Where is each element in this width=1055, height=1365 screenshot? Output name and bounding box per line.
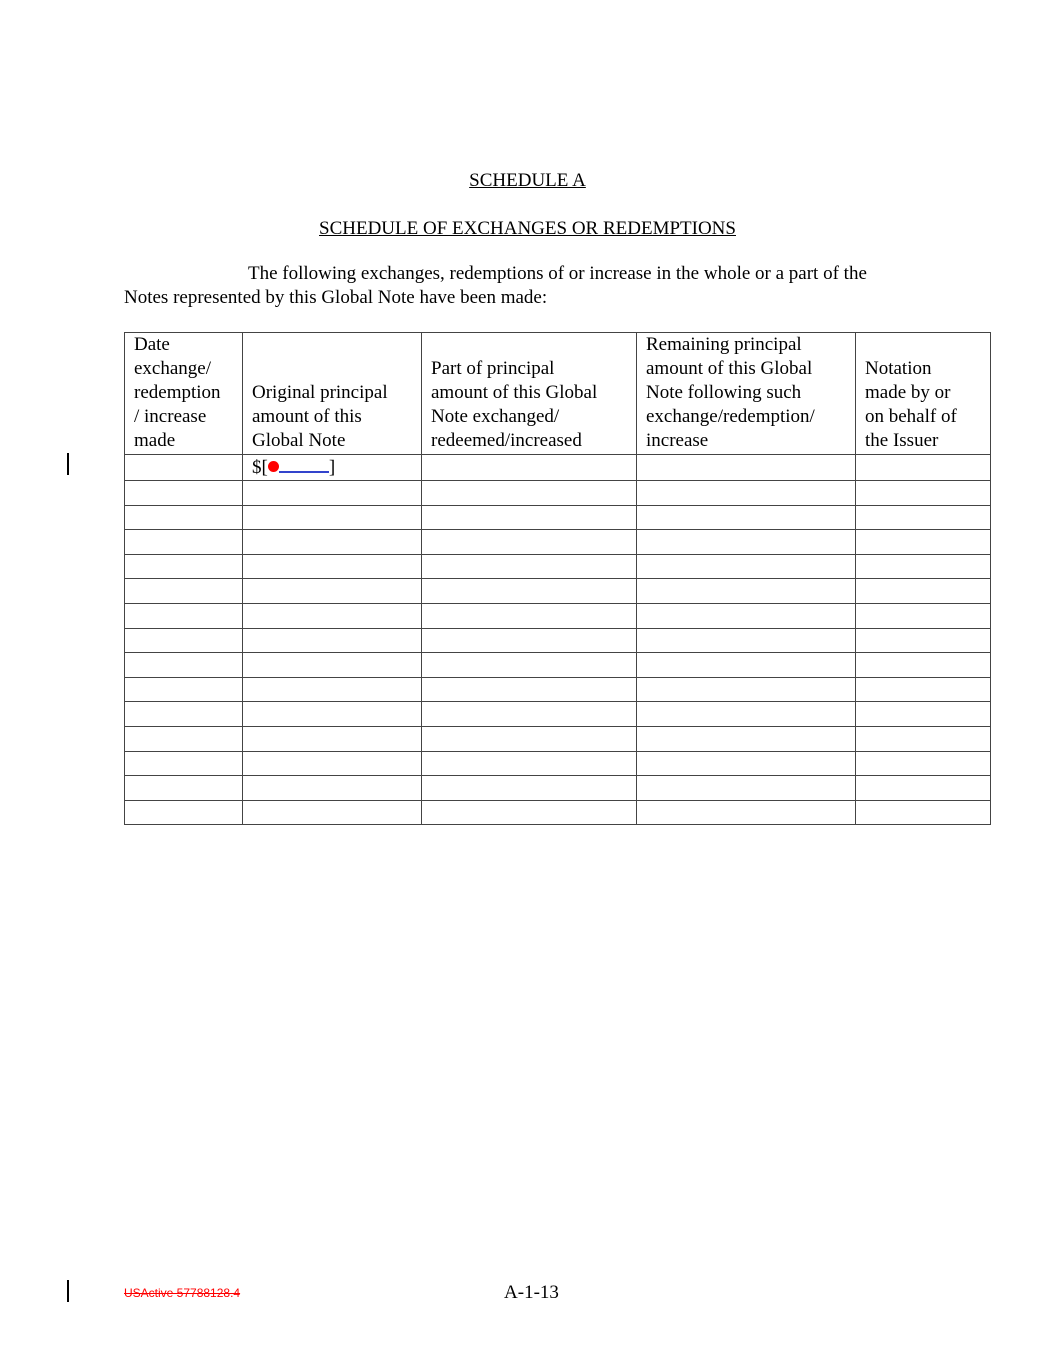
- table-cell[interactable]: [856, 603, 991, 628]
- exchanges-table: [124, 332, 991, 825]
- table-row: [125, 726, 991, 751]
- header-line: Note following such: [646, 382, 802, 403]
- header-line: Note exchanged/: [431, 406, 560, 427]
- table-cell[interactable]: [243, 751, 422, 776]
- table-row: [125, 653, 991, 678]
- table-cell[interactable]: [856, 554, 991, 579]
- table-cell[interactable]: [637, 776, 856, 801]
- table-cell[interactable]: [243, 653, 422, 678]
- table-cell[interactable]: [637, 579, 856, 604]
- table-cell[interactable]: [637, 554, 856, 579]
- table-cell[interactable]: [856, 481, 991, 506]
- table-cell[interactable]: [125, 554, 243, 579]
- table-cell[interactable]: [125, 677, 243, 702]
- header-line: redemption: [134, 382, 221, 403]
- table-cell[interactable]: [856, 726, 991, 751]
- header-line: Remaining principal: [646, 334, 802, 355]
- table-cell[interactable]: [637, 677, 856, 702]
- header-line: amount of this Global: [646, 358, 813, 379]
- header-line: increase: [646, 430, 709, 451]
- table-cell[interactable]: [422, 677, 637, 702]
- table-cell[interactable]: [422, 653, 637, 678]
- header-notation: [856, 333, 991, 455]
- table-cell[interactable]: [856, 751, 991, 776]
- header-line: Notation: [865, 358, 932, 379]
- table-cell[interactable]: [125, 628, 243, 653]
- table-cell[interactable]: [125, 481, 243, 506]
- table-cell[interactable]: [422, 579, 637, 604]
- header-line: amount of this: [252, 406, 362, 427]
- table-cell[interactable]: [637, 751, 856, 776]
- schedule-subheading: SCHEDULE OF EXCHANGES OR REDEMPTIONS: [319, 218, 736, 239]
- header-remaining-principal: [637, 333, 856, 455]
- table-cell[interactable]: [637, 455, 856, 481]
- table-cell[interactable]: [125, 579, 243, 604]
- header-line: made: [134, 430, 176, 451]
- header-date: [125, 333, 243, 455]
- schedule-heading: SCHEDULE A: [469, 170, 586, 191]
- header-part-of-principal: [422, 333, 637, 455]
- header-line: Global Note: [252, 430, 346, 451]
- intro-line-1: The following exchanges, redemptions of or increase in the whole or a part of the: [248, 263, 867, 284]
- table-cell[interactable]: [243, 530, 422, 555]
- change-bar: [67, 453, 69, 475]
- table-cell[interactable]: [856, 702, 991, 727]
- header-line: exchange/redemption/: [646, 406, 815, 427]
- table-row: [125, 579, 991, 604]
- document-id: USActive 57788128.4: [124, 1286, 241, 1300]
- table-row: [125, 455, 991, 481]
- table-cell[interactable]: [637, 653, 856, 678]
- table-cell[interactable]: [637, 702, 856, 727]
- table-cell[interactable]: [422, 481, 637, 506]
- table-cell[interactable]: [637, 481, 856, 506]
- table-cell[interactable]: [125, 505, 243, 530]
- table-cell[interactable]: [243, 677, 422, 702]
- table-cell[interactable]: [856, 653, 991, 678]
- table-cell[interactable]: [856, 628, 991, 653]
- table-cell-amount[interactable]: [243, 455, 422, 481]
- header-line: the Issuer: [865, 430, 939, 451]
- table-cell[interactable]: [125, 800, 243, 825]
- table-cell[interactable]: [856, 677, 991, 702]
- table-cell[interactable]: [243, 603, 422, 628]
- table-cell[interactable]: [637, 628, 856, 653]
- table-cell[interactable]: [243, 481, 422, 506]
- table-cell[interactable]: [856, 505, 991, 530]
- table-cell[interactable]: [637, 530, 856, 555]
- table-cell[interactable]: [422, 776, 637, 801]
- table-cell[interactable]: [422, 751, 637, 776]
- header-line: on behalf of: [865, 406, 957, 427]
- table-row: [125, 628, 991, 653]
- amount-blank[interactable]: [279, 455, 329, 473]
- table-cell[interactable]: [637, 505, 856, 530]
- table-cell[interactable]: [125, 653, 243, 678]
- table-cell[interactable]: [243, 726, 422, 751]
- page-number: A-1-13: [504, 1282, 559, 1303]
- table-cell[interactable]: [125, 751, 243, 776]
- header-line: amount of this Global: [431, 382, 598, 403]
- table-cell[interactable]: [422, 554, 637, 579]
- header-line: made by or: [865, 382, 951, 403]
- table-cell[interactable]: [422, 726, 637, 751]
- header-line: exchange/: [134, 358, 212, 379]
- table-row: [125, 800, 991, 825]
- table-cell[interactable]: [856, 530, 991, 555]
- table-row: [125, 481, 991, 506]
- header-line: / increase: [134, 406, 207, 427]
- table-cell[interactable]: [125, 603, 243, 628]
- table-row: [125, 751, 991, 776]
- redline-marker-icon: [268, 461, 279, 472]
- table-cell[interactable]: [637, 726, 856, 751]
- table-row: [125, 776, 991, 801]
- table-header-row: [125, 333, 991, 455]
- table-cell[interactable]: [125, 530, 243, 555]
- header-original-principal: [243, 333, 422, 455]
- table-cell[interactable]: [243, 800, 422, 825]
- table-cell[interactable]: [125, 776, 243, 801]
- table-cell[interactable]: [422, 800, 637, 825]
- intro-line-2: Notes represented by this Global Note have been made:: [124, 287, 548, 308]
- table-cell[interactable]: [125, 702, 243, 727]
- table-row: [125, 554, 991, 579]
- table-cell[interactable]: [856, 455, 991, 481]
- table-cell[interactable]: [637, 800, 856, 825]
- table-cell[interactable]: [125, 726, 243, 751]
- header-line: Part of principal: [431, 358, 555, 379]
- table-cell[interactable]: [243, 702, 422, 727]
- table-row: [125, 530, 991, 555]
- table-row: [125, 677, 991, 702]
- table-cell[interactable]: [243, 628, 422, 653]
- amount-suffix: ]: [328, 457, 336, 478]
- table-cell[interactable]: [422, 505, 637, 530]
- table-row: [125, 603, 991, 628]
- header-line: Date: [134, 334, 170, 355]
- table-cell[interactable]: [856, 800, 991, 825]
- table-cell[interactable]: [856, 776, 991, 801]
- header-line: Original principal: [252, 382, 388, 403]
- table-cell[interactable]: [422, 603, 637, 628]
- header-line: redeemed/increased: [431, 430, 582, 451]
- table-cell[interactable]: [243, 776, 422, 801]
- table-row: [125, 505, 991, 530]
- table-cell[interactable]: [637, 603, 856, 628]
- table-cell[interactable]: [422, 702, 637, 727]
- table-cell[interactable]: [422, 530, 637, 555]
- table-cell[interactable]: [243, 554, 422, 579]
- table-cell[interactable]: [422, 455, 637, 481]
- table-cell[interactable]: [856, 579, 991, 604]
- table-cell[interactable]: [422, 628, 637, 653]
- table-cell[interactable]: [125, 455, 243, 481]
- table-cell[interactable]: [243, 505, 422, 530]
- table-row: [125, 702, 991, 727]
- table-cell[interactable]: [243, 579, 422, 604]
- amount-prefix: $[: [252, 457, 268, 478]
